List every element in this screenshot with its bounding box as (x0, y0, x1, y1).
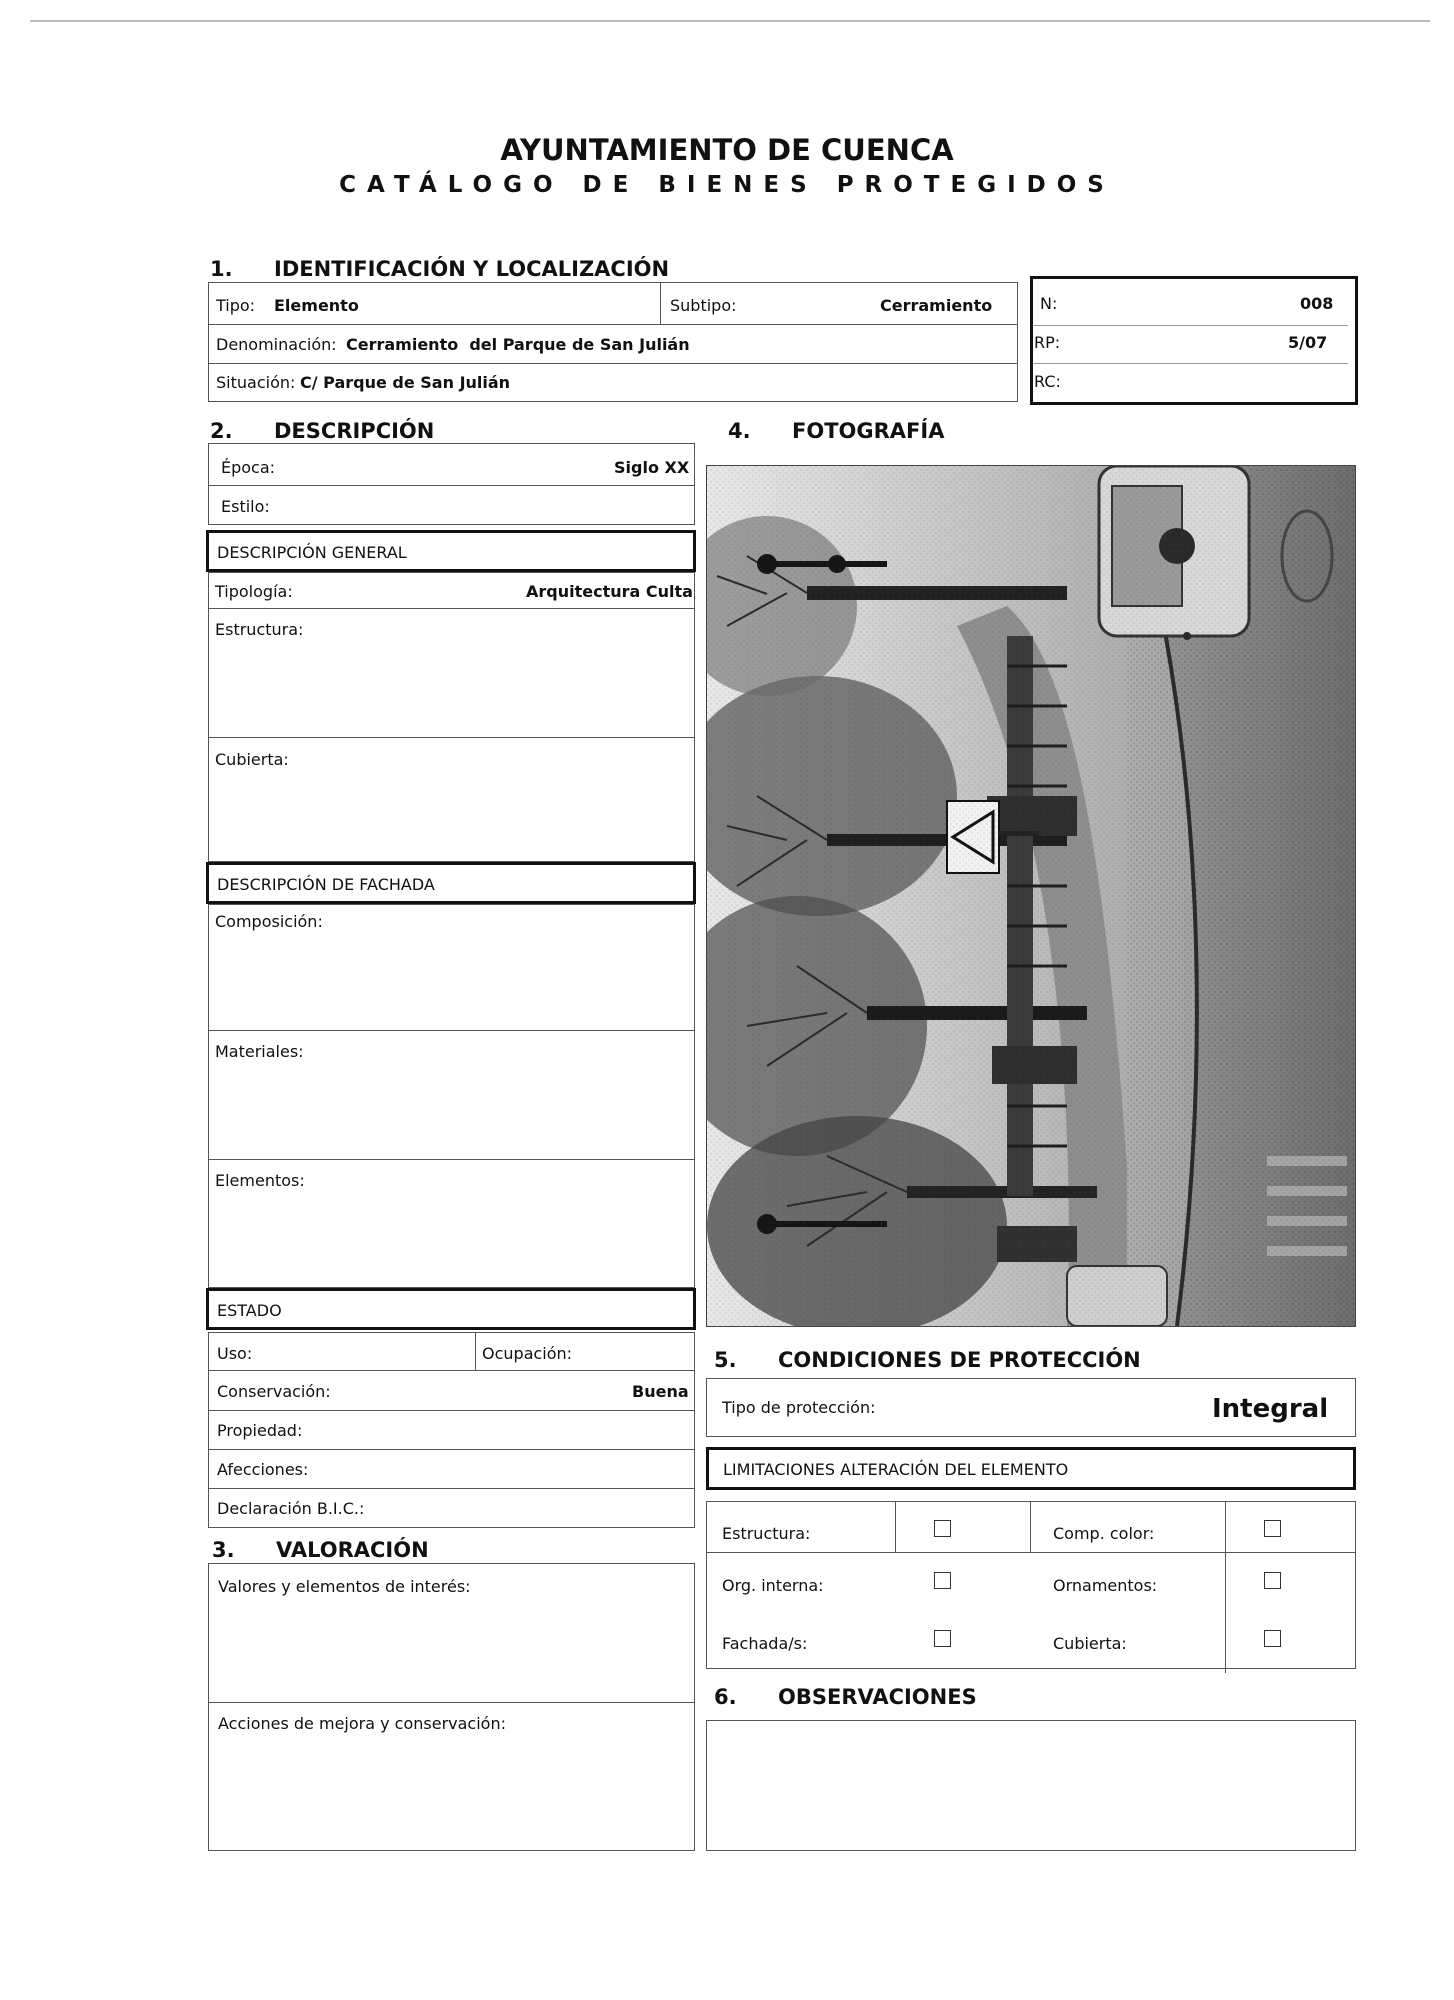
tipo-label: Tipo: (216, 296, 256, 315)
col-divider (895, 1501, 896, 1552)
section-4-heading (728, 419, 944, 443)
composicion-label: Composición: (215, 912, 323, 931)
section-5-number: 5. (714, 1348, 737, 1372)
section-4-title: FOTOGRAFÍA (792, 419, 945, 443)
row-divider (1033, 363, 1348, 364)
descripcion-general-header (206, 530, 696, 572)
row-divider (208, 737, 695, 738)
limitacion-ornamentos-label: Ornamentos: (1053, 1576, 1158, 1595)
row-divider (208, 485, 695, 486)
propiedad-label: Propiedad: (217, 1421, 303, 1440)
section-6-heading (714, 1685, 977, 1709)
section-5-title: CONDICIONES DE PROTECCIÓN (778, 1348, 1141, 1372)
epoca-estilo-table (208, 443, 695, 525)
row-divider (208, 608, 695, 609)
section-3-heading (212, 1538, 429, 1562)
row-divider (208, 1410, 695, 1411)
afecciones-label: Afecciones: (217, 1460, 309, 1479)
row-divider (706, 1552, 1356, 1553)
conservacion-label: Conservación: (217, 1382, 331, 1401)
org-interna-checkbox[interactable] (934, 1572, 951, 1589)
row-divider (208, 324, 1018, 325)
n-label: N: (1040, 294, 1058, 313)
park-fence-photo-icon (707, 466, 1355, 1326)
situacion-value[interactable]: C/ Parque de San Julián (300, 373, 511, 392)
descripcion-general-title: DESCRIPCIÓN GENERAL (217, 543, 407, 562)
section-1-number: 1. (210, 257, 233, 281)
row-divider (208, 363, 1018, 364)
n-value[interactable]: 008 (1300, 294, 1334, 313)
estructura-label: Estructura: (215, 620, 304, 639)
section-2-heading (210, 419, 434, 443)
row-divider (208, 1159, 695, 1160)
cubierta-checkbox[interactable] (1264, 1630, 1281, 1647)
rc-label: RC: (1034, 372, 1061, 391)
limitaciones-title: LIMITACIONES ALTERACIÓN DEL ELEMENTO (723, 1460, 1069, 1479)
cubierta-label: Cubierta: (215, 750, 289, 769)
tipo-proteccion-label: Tipo de protección: (722, 1398, 876, 1417)
section-3-title: VALORACIÓN (276, 1538, 429, 1562)
materiales-label: Materiales: (215, 1042, 304, 1061)
estado-header (206, 1288, 696, 1330)
limitaciones-header (706, 1447, 1356, 1490)
descripcion-general-table (208, 572, 695, 862)
denominacion-label: Denominación: (216, 335, 337, 354)
rp-value[interactable]: 5/07 (1288, 333, 1328, 352)
declaracion-bic-label: Declaración B.I.C.: (217, 1499, 365, 1518)
row-divider (208, 1702, 695, 1703)
section-4-number: 4. (728, 419, 751, 443)
col-divider (1225, 1501, 1226, 1673)
comp-color-checkbox[interactable] (1264, 1520, 1281, 1537)
photograph (706, 465, 1356, 1327)
acciones-label: Acciones de mejora y conservación: (218, 1714, 506, 1733)
descripcion-fachada-title: DESCRIPCIÓN DE FACHADA (217, 875, 435, 894)
tipo-value[interactable]: Elemento (274, 296, 359, 315)
limitacion-estructura-label: Estructura: (722, 1524, 811, 1543)
page-subtitle: CATÁLOGO DE BIENES PROTEGIDOS (339, 172, 1115, 198)
section-1-title: IDENTIFICACIÓN Y LOCALIZACIÓN (274, 257, 670, 281)
descripcion-fachada-table (208, 904, 695, 1288)
limitacion-cubierta-label: Cubierta: (1053, 1634, 1127, 1653)
col-divider (1030, 1501, 1031, 1552)
descripcion-fachada-header (206, 862, 696, 904)
epoca-label: Época: (221, 458, 276, 477)
estilo-label: Estilo: (221, 497, 270, 516)
section-6-title: OBSERVACIONES (778, 1685, 977, 1709)
situacion-label: Situación: (216, 373, 296, 392)
subtipo-label: Subtipo: (670, 296, 737, 315)
section-6-number: 6. (714, 1685, 737, 1709)
valoracion-table (208, 1563, 695, 1851)
page-title: AYUNTAMIENTO DE CUENCA (500, 133, 954, 167)
valores-label: Valores y elementos de interés: (218, 1577, 471, 1596)
elementos-label: Elementos: (215, 1171, 305, 1190)
estructura-checkbox[interactable] (934, 1520, 951, 1537)
row-divider (208, 1370, 695, 1371)
section-2-number: 2. (210, 419, 233, 443)
subtipo-value[interactable]: Cerramiento (880, 296, 993, 315)
row-divider (208, 1030, 695, 1031)
ocupacion-label: Ocupación: (482, 1344, 573, 1363)
conservacion-value[interactable]: Buena (632, 1382, 689, 1401)
observaciones-box (706, 1720, 1356, 1851)
estado-title: ESTADO (217, 1301, 282, 1320)
limitacion-fachadas-label: Fachada/s: (722, 1634, 808, 1653)
section-3-number: 3. (212, 1538, 235, 1562)
uso-label: Uso: (217, 1344, 253, 1363)
section-2-title: DESCRIPCIÓN (274, 419, 435, 443)
tipologia-label: Tipología: (215, 582, 293, 601)
rp-label: RP: (1034, 333, 1061, 352)
tipo-proteccion-value[interactable]: Integral (1212, 1394, 1329, 1424)
section-5-heading (714, 1348, 1141, 1372)
fachadas-checkbox[interactable] (934, 1630, 951, 1647)
section-1-heading (210, 257, 669, 281)
row-divider (208, 1488, 695, 1489)
col-divider (660, 282, 661, 324)
row-divider (208, 1449, 695, 1450)
limitacion-org-interna-label: Org. interna: (722, 1576, 824, 1595)
epoca-value[interactable]: Siglo XX (614, 458, 690, 477)
tipologia-value[interactable]: Arquitectura Culta (526, 582, 693, 601)
row-divider (1033, 325, 1348, 326)
ornamentos-checkbox[interactable] (1264, 1572, 1281, 1589)
scan-edge-line (30, 20, 1430, 22)
denominacion-value[interactable]: Cerramiento del Parque de San Julián (346, 335, 690, 354)
limitacion-comp-color-label: Comp. color: (1053, 1524, 1155, 1543)
col-divider (475, 1332, 476, 1370)
